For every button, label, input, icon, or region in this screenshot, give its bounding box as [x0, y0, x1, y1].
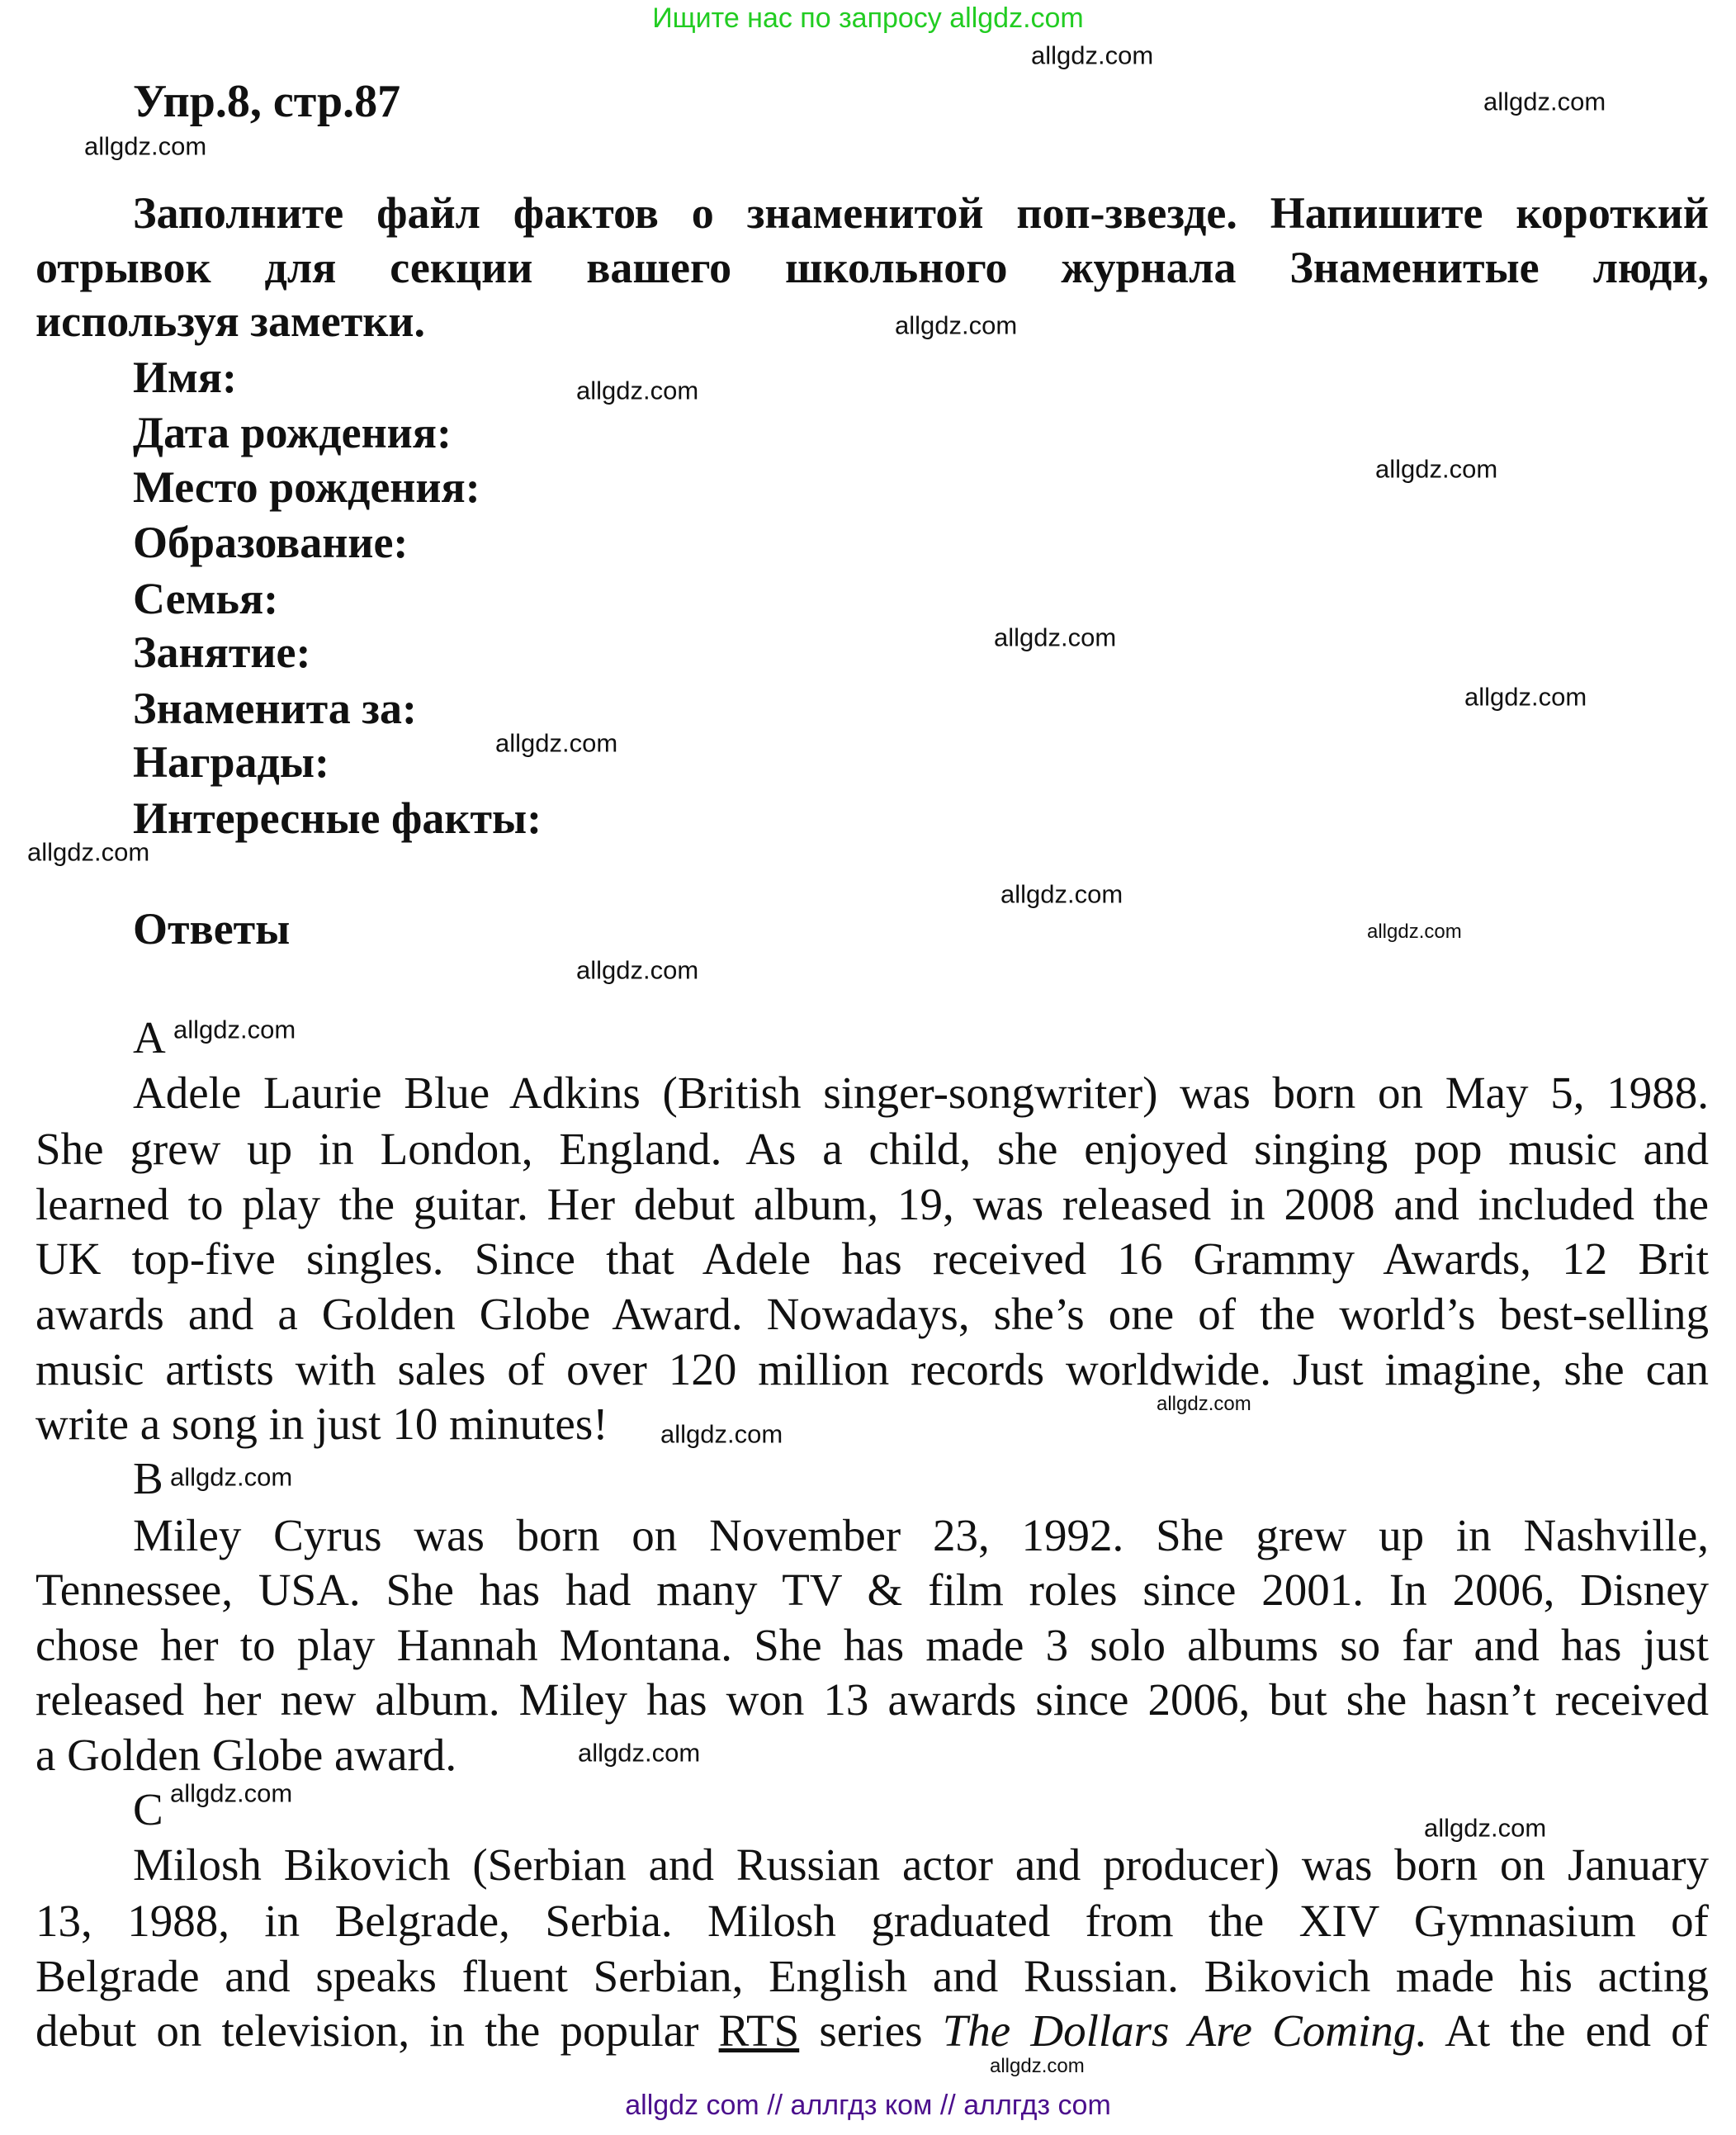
- answer-line: She grew up in London, England. As a child, she enjoyed singing pop music and: [35, 1124, 1709, 1174]
- answer-line: Tennessee, USA. She has had many TV & film roles since 2001. In 2006, Disney: [35, 1565, 1709, 1615]
- text: debut on television, in the popular: [35, 2005, 699, 2056]
- answer-line: write a song in just 10 minutes!: [35, 1399, 608, 1449]
- field-name: Имя:: [133, 353, 237, 402]
- instruction-line: отрывок для секции вашего школьного журнала Знаменитые люди,: [35, 243, 1709, 292]
- watermark: allgdz.com: [173, 1015, 296, 1044]
- watermark: allgdz.com: [1367, 921, 1462, 943]
- field-famous-for: Знаменита за:: [133, 684, 417, 733]
- answer-line: released her new album. Miley has won 13 awards since 2006, but she hasn’t received: [35, 1674, 1709, 1725]
- answer-line: chose her to play Hannah Montana. She has made 3 solo albums so far and has just: [35, 1620, 1709, 1670]
- answer-line: 13, 1988, in Belgrade, Serbia. Milosh graduated from the XIV Gymnasium of: [35, 1896, 1709, 1946]
- instruction-line: используя заметки.: [35, 296, 425, 346]
- watermark: allgdz.com: [170, 1462, 293, 1492]
- answer-line: Adele Laurie Blue Adkins (British singer-songwriter) was born on May 5, 1988.: [133, 1068, 1709, 1118]
- series-title: The Dollars Are Coming.: [942, 2005, 1428, 2056]
- field-interesting-facts: Интересные факты:: [133, 793, 542, 843]
- watermark: allgdz.com: [170, 1778, 293, 1808]
- field-birth-place: Место рождения:: [133, 462, 480, 512]
- answer-line: UK top-five singles. Since that Adele has received 16 Grammy Awards, 12 Brit: [35, 1233, 1709, 1284]
- watermark: allgdz.com: [578, 1738, 701, 1768]
- field-awards: Награды:: [133, 737, 330, 787]
- answer-line: [35, 2005, 1709, 2056]
- watermark: allgdz.com: [1000, 879, 1123, 909]
- exercise-title: Упр.8, стр.87: [133, 76, 401, 127]
- watermark: allgdz.com: [1031, 40, 1154, 70]
- answer-line: music artists with sales of over 120 million records worldwide. Just imagine, she can: [35, 1344, 1709, 1394]
- watermark: allgdz.com: [27, 837, 150, 867]
- watermark: allgdz.com: [1424, 1813, 1547, 1843]
- footer-link[interactable]: allgdz com // аллгдз ком // аллгдз com: [625, 2090, 1111, 2121]
- answer-line: Miley Cyrus was born on November 23, 1992. She grew up in Nashville,: [133, 1510, 1709, 1560]
- watermark: allgdz.com: [495, 728, 618, 758]
- watermark: allgdz.com: [576, 376, 699, 405]
- instruction-line: Заполните файл фактов о знаменитой поп-звезде. Напишите короткий: [133, 188, 1709, 238]
- answer-letter: B: [133, 1453, 163, 1503]
- watermark: allgdz.com: [1464, 682, 1587, 712]
- answer-letter: C: [133, 1784, 163, 1834]
- watermark: allgdz.com: [990, 2055, 1085, 2077]
- watermark: allgdz.com: [1483, 87, 1606, 116]
- watermark: allgdz.com: [895, 310, 1018, 340]
- text: series: [819, 2005, 923, 2056]
- answers-heading: Ответы: [133, 904, 291, 954]
- watermark: allgdz.com: [1375, 454, 1498, 484]
- rts-link[interactable]: RTS: [718, 2005, 800, 2056]
- watermark: allgdz.com: [576, 955, 699, 985]
- answer-line: learned to play the guitar. Her debut album, 19, was released in 2008 and included the: [35, 1179, 1709, 1229]
- answer-line: Milosh Bikovich (Serbian and Russian actor and producer) was born on January: [133, 1839, 1709, 1890]
- watermark: allgdz.com: [1157, 1393, 1251, 1415]
- answer-letter: A: [133, 1012, 166, 1063]
- field-occupation: Занятие:: [133, 627, 311, 677]
- search-banner[interactable]: Ищите нас по запросу allgdz.com: [652, 2, 1084, 34]
- watermark: allgdz.com: [84, 131, 207, 161]
- text: At the end of: [1445, 2005, 1709, 2056]
- field-education: Образование:: [133, 518, 409, 567]
- answer-line: Belgrade and speaks fluent Serbian, English and Russian. Bikovich made his acting: [35, 1951, 1709, 2001]
- answer-line: a Golden Globe award.: [35, 1730, 457, 1780]
- field-birth-date: Дата рождения:: [133, 408, 452, 457]
- answer-line: awards and a Golden Globe Award. Nowadays, she’s one of the world’s best-selling: [35, 1289, 1709, 1339]
- watermark: allgdz.com: [994, 623, 1117, 652]
- watermark: allgdz.com: [660, 1419, 783, 1449]
- field-family: Семья:: [133, 574, 279, 623]
